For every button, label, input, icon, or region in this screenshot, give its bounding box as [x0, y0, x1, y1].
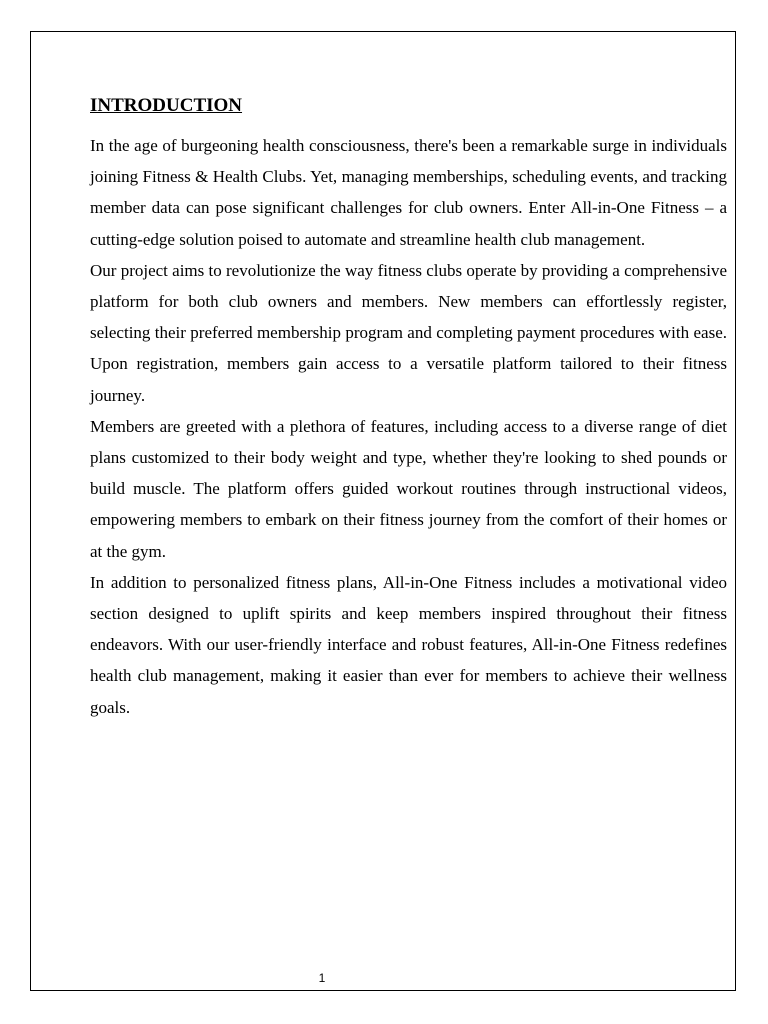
paragraph-3: Members are greeted with a plethora of features, including access to a diverse range of diet plans customized to their body weight and type, whether they're looking to shed pounds or build muscle. The platform offers guided workout routines through instructional videos, empowering members to embark on their fitness journey from the comfort of their homes or at the gym. — [90, 416, 727, 561]
page-number: 1 — [318, 971, 326, 985]
paragraph-2: Our project aims to revolutionize the way fitness clubs operate by providing a comprehensive platform for both club owners and members. New members can effortlessly register, selecting their preferred membership program and completing payment procedures with ease. Upon registration, members gain access to a versatile platform tailored to their fitness journey. — [90, 260, 727, 405]
paragraph-1: In the age of burgeoning health consciousness, there's been a remarkable surge in individuals joining Fitness & Health Clubs. Yet, managing memberships, scheduling events, and tracking member data can pose significant challenges for club owners. Enter All-in-One Fitness – a cutting-edge solution poised to automate and streamline health club management. — [90, 136, 727, 249]
paragraph-4: In addition to personalized fitness plans, All-in-One Fitness includes a motivational video section designed to uplift spirits and keep members inspired throughout their fitness endeavors. With our user-friendly interface and robust features, All-in-One Fitness redefines health club management, making it easier than ever for members to achieve their wellness goals. — [90, 572, 727, 717]
section-heading: INTRODUCTION — [90, 95, 243, 116]
document-body — [90, 90, 727, 723]
